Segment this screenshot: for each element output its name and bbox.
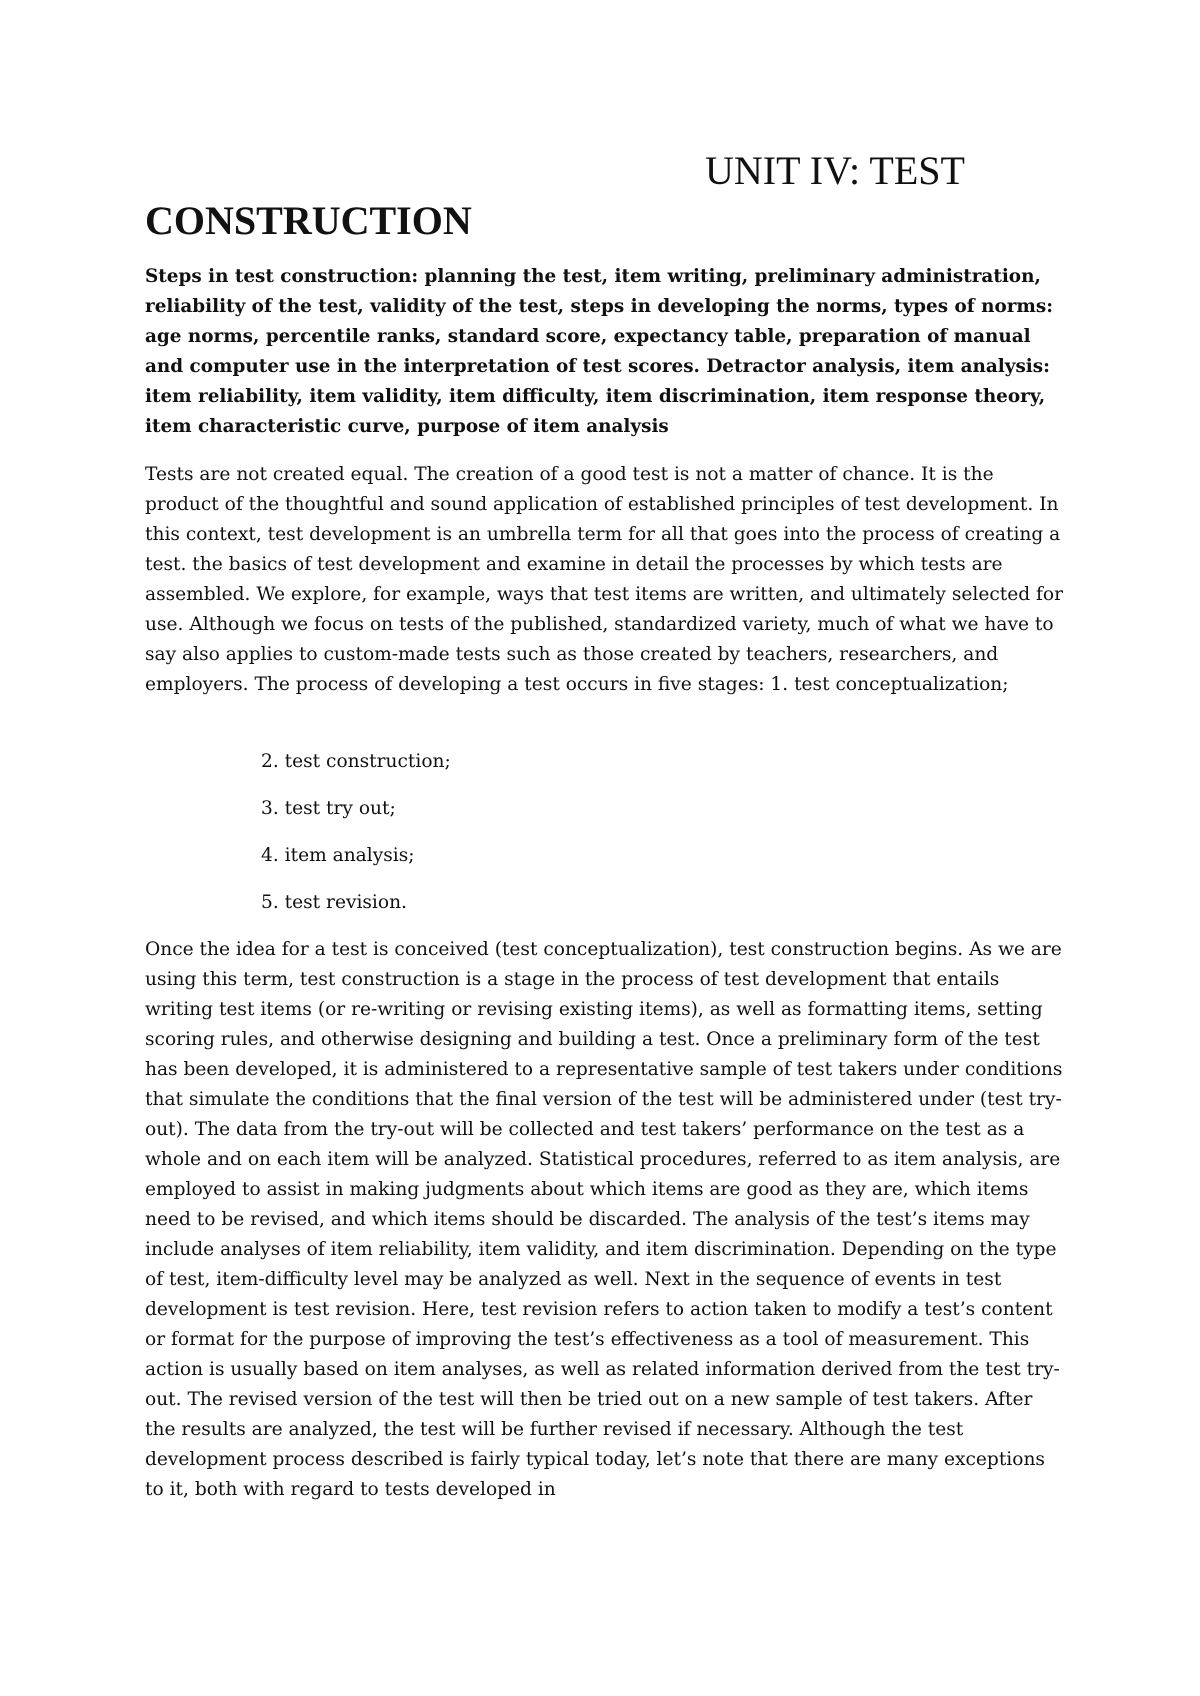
page-title bbox=[145, 146, 1065, 246]
list-item: 5. test revision. bbox=[261, 892, 407, 913]
title-line-2: CONSTRUCTION bbox=[145, 198, 472, 243]
test-stages-list bbox=[261, 747, 451, 935]
intro-paragraph: Tests are not created equal. The creation of a good test is not a matter of chance. It is the product of the thoughtful and sound application of established principles of test development. In this context, test development is an umbrella term for all that goes into the process of creating a test. the basics of test development and examine in detail the processes by which tests are assembled. We explore, for example, ways that test items are written, and ultimately selected for use. Although we focus on tests of the published, standardized variety, much of what we have to say also applies to custom-made tests such as those created by teachers, researchers, and employers. The process of developing a test occurs in five stages: 1. test conceptualization; bbox=[145, 464, 1063, 695]
unit-summary: Steps in test construction: planning the test, item writing, preliminary administration, reliability of the test, validity of the test, steps in developing the norms, types of norms: age norms, percentile ranks, standard score, expectancy table, preparation of manual and computer use in the interpretation of test scores. Detractor analysis, item analysis: item reliability, item validity, item difficulty, item discrimination, item response theory, item characteristic curve, purpose of item analysis bbox=[145, 266, 1054, 437]
list-item: 3. test try out; bbox=[261, 798, 396, 819]
title-line-1: UNIT IV: TEST bbox=[705, 148, 965, 193]
list-item: 4. item analysis; bbox=[261, 845, 415, 866]
list-item: 2. test construction; bbox=[261, 751, 451, 772]
body-paragraph: Once the idea for a test is conceived (test conceptualization), test construction begins. As we are using this term, test construction is a stage in the process of test development that entails writing test items (or re-writing or revising existing items), as well as formatting items, setting scoring rules, and otherwise designing and building a test. Once a preliminary form of the test has been developed, it is administered to a representative sample of test takers under conditions that simulate the conditions that the final version of the test will be administered under (test try-out). The data from the try-out will be collected and test takers’ performance on the test as a whole and on each item will be analyzed. Statistical procedures, referred to as item analysis, are employed to assist in making judgments about which items are good as they are, which items need to be revised, and which items should be discarded. The analysis of the test’s items may include analyses of item reliability, item validity, and item discrimination. Depending on the type of test, item-difficulty level may be analyzed as well. Next in the sequence of events in test development is test revision. Here, test revision refers to action taken to modify a test’s content or format for the purpose of improving the test’s effectiveness as a tool of measurement. This action is usually based on item analyses, as well as related information derived from the test try-out. The revised version of the test will then be tried out on a new sample of test takers. After the results are analyzed, the test will be further revised if necessary. Although the test development process described is fairly typical today, let’s note that there are many exceptions to it, both with regard to tests developed in bbox=[145, 939, 1063, 1500]
